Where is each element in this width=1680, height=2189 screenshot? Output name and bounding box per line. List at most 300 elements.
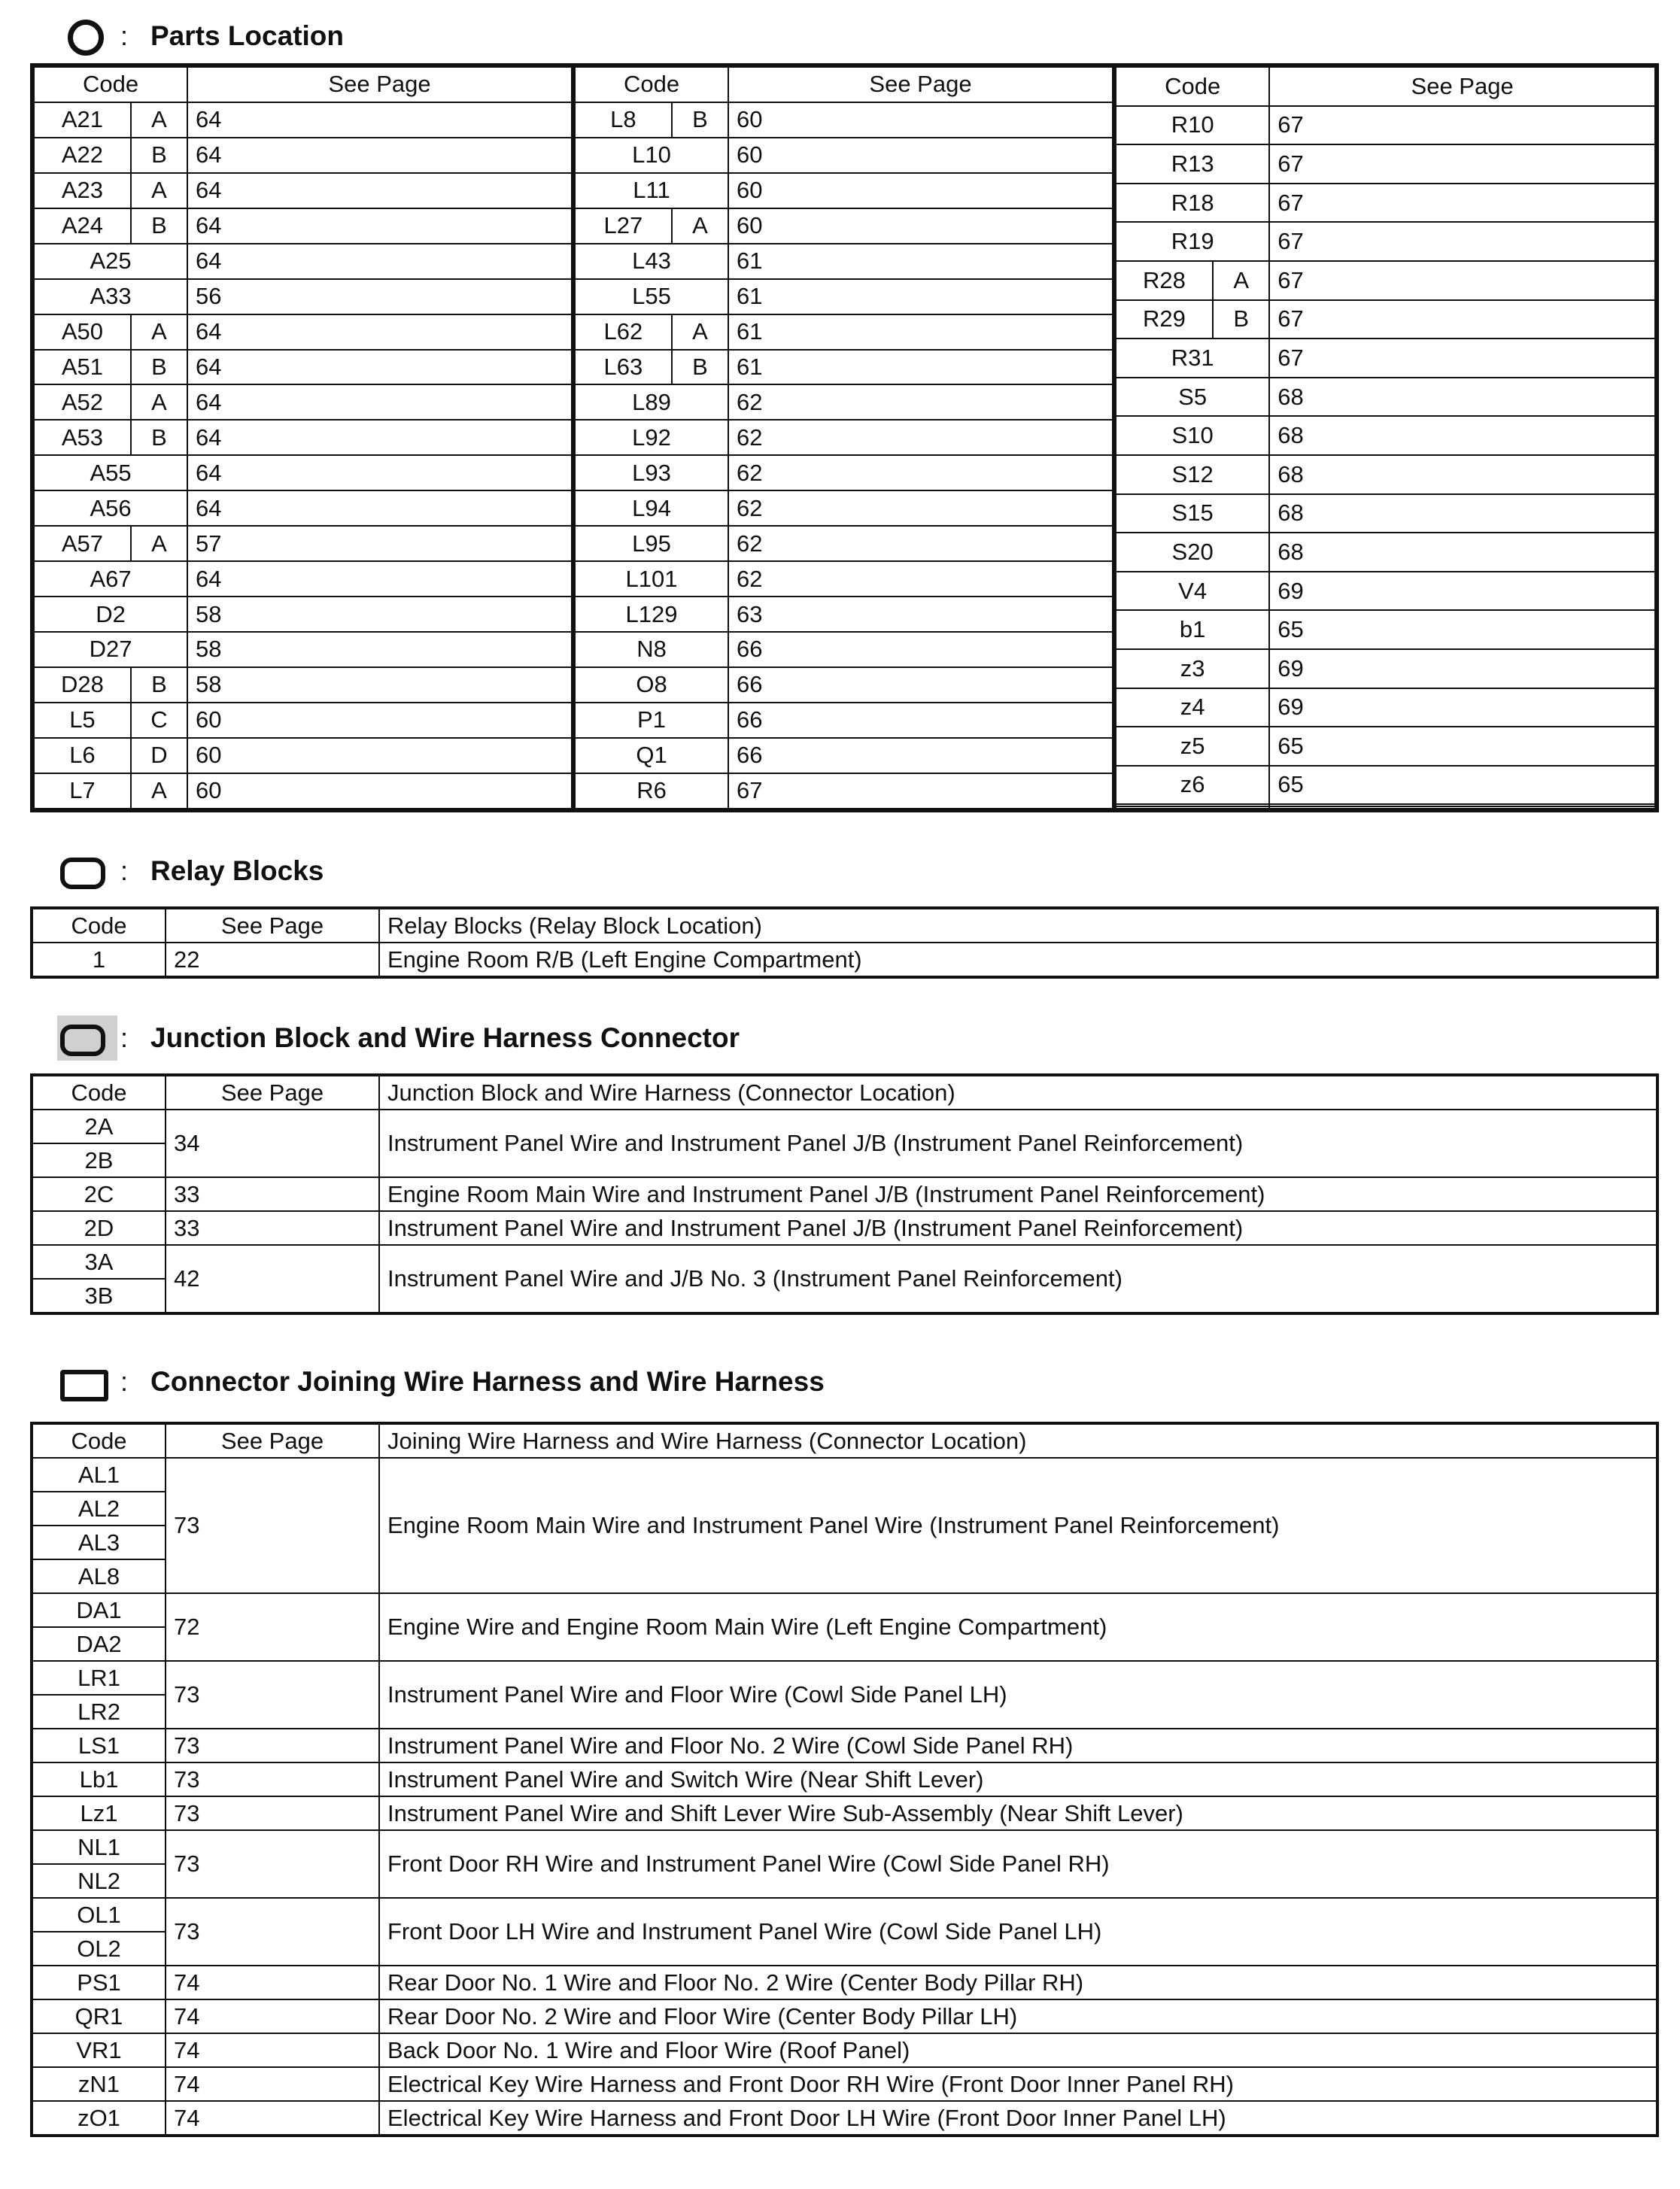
code-cell: DA2: [32, 1627, 166, 1661]
see-page-cell: 64: [187, 420, 573, 455]
code-cell: L7: [34, 773, 131, 809]
table-row: [1116, 455, 1655, 494]
see-page-cell: 73: [166, 1661, 379, 1729]
code-cell: R29: [1116, 300, 1213, 339]
code-cell: Lb1: [32, 1762, 166, 1796]
sub-code-cell: D: [131, 738, 187, 773]
code-cell: AL1: [32, 1458, 166, 1492]
code-cell: D2: [34, 597, 187, 632]
connector-joining-table-wrap: [30, 1422, 1659, 2137]
table-row: [1116, 610, 1655, 649]
code-cell: LR1: [32, 1661, 166, 1695]
connector-joining-header: [30, 1359, 825, 1404]
relay-blocks-header: [30, 849, 324, 894]
see-page-cell: 33: [166, 1211, 379, 1245]
header-colon: :: [120, 1366, 129, 1397]
header-colon: :: [120, 1022, 129, 1053]
see-page-cell: 74: [166, 2101, 379, 2136]
see-page-cell: 68: [1269, 378, 1655, 417]
see-page-cell: 64: [187, 561, 573, 597]
see-page-cell: 61: [728, 314, 1113, 350]
sub-code-cell: B: [131, 350, 187, 385]
code-cell: 3A: [32, 1245, 166, 1279]
code-cell: VR1: [32, 2033, 166, 2067]
table-row: [1116, 494, 1655, 533]
table-row: [34, 173, 573, 208]
see-page-cell: 72: [166, 1593, 379, 1661]
table-row: [1116, 533, 1655, 572]
see-page-cell: 69: [1269, 649, 1655, 688]
table-row: [1116, 649, 1655, 688]
parts-subtable: [574, 66, 1115, 809]
table-row: [575, 102, 1113, 138]
code-cell: S5: [1116, 378, 1269, 417]
table-row: [32, 1245, 1657, 1279]
table-row: [575, 138, 1113, 173]
see-page-header: See Page: [1269, 67, 1655, 106]
see-page-cell: 68: [1269, 416, 1655, 455]
table-row: [32, 1211, 1657, 1245]
table-row: [32, 943, 1657, 977]
code-header: Code: [32, 908, 166, 943]
code-cell: R10: [1116, 106, 1269, 145]
see-page-cell: 61: [728, 244, 1113, 279]
see-page-cell: [1269, 806, 1655, 809]
table-row: [1116, 416, 1655, 455]
code-cell: R19: [1116, 222, 1269, 261]
code-cell: z4: [1116, 688, 1269, 727]
code-cell: V4: [1116, 572, 1269, 611]
code-cell: LR2: [32, 1695, 166, 1729]
see-page-cell: 73: [166, 1898, 379, 1966]
table-row: [1116, 106, 1655, 145]
see-page-header: See Page: [187, 67, 573, 102]
sub-code-cell: A: [131, 773, 187, 809]
code-cell: NL2: [32, 1864, 166, 1898]
location-cell: Instrument Panel Wire and Shift Lever Wire Sub-Assembly (Near Shift Lever): [379, 1796, 1657, 1830]
table-row: [1116, 727, 1655, 766]
see-page-cell: 62: [728, 455, 1113, 490]
location-cell: Rear Door No. 1 Wire and Floor No. 2 Wire (Center Body Pillar RH): [379, 1966, 1657, 1999]
see-page-cell: 61: [728, 350, 1113, 385]
code-header: Code: [575, 67, 728, 102]
see-page-header: See Page: [166, 1423, 379, 1458]
code-cell: zN1: [32, 2067, 166, 2101]
table-row: [32, 1177, 1657, 1211]
see-page-cell: 68: [1269, 533, 1655, 572]
code-cell: S12: [1116, 455, 1269, 494]
table-row: [1116, 378, 1655, 417]
see-page-cell: 64: [187, 244, 573, 279]
see-page-header: See Page: [728, 67, 1113, 102]
table-row: [1116, 184, 1655, 223]
code-cell: A21: [34, 102, 131, 138]
see-page-cell: 58: [187, 632, 573, 667]
location-cell: Back Door No. 1 Wire and Floor Wire (Roof Panel): [379, 2033, 1657, 2067]
location-cell: Front Door RH Wire and Instrument Panel Wire (Cowl Side Panel RH): [379, 1830, 1657, 1898]
see-page-cell: 57: [187, 526, 573, 561]
code-cell: AL8: [32, 1559, 166, 1593]
header-row: [32, 1075, 1657, 1110]
see-page-cell: 69: [1269, 572, 1655, 611]
see-page-cell: 22: [166, 943, 379, 977]
table-row: [34, 526, 573, 561]
sub-code-cell: A: [131, 526, 187, 561]
code-cell: P1: [575, 703, 728, 738]
see-page-cell: 74: [166, 2033, 379, 2067]
see-page-cell: 62: [728, 490, 1113, 526]
location-cell: Rear Door No. 2 Wire and Floor Wire (Center Body Pillar LH): [379, 1999, 1657, 2033]
code-cell: L43: [575, 244, 728, 279]
parts-subtable: [33, 66, 574, 809]
table-row: [575, 173, 1113, 208]
code-cell: A33: [34, 279, 187, 314]
see-page-cell: 56: [187, 279, 573, 314]
code-cell: L5: [34, 703, 131, 738]
code-cell: A67: [34, 561, 187, 597]
code-cell: A56: [34, 490, 187, 526]
table-row: [1116, 222, 1655, 261]
code-cell: A25: [34, 244, 187, 279]
sub-code-cell: A: [131, 314, 187, 350]
code-cell: OL1: [32, 1898, 166, 1932]
table-row: [575, 526, 1113, 561]
table-row: [32, 2101, 1657, 2136]
see-page-cell: 73: [166, 1796, 379, 1830]
table-row: [32, 1458, 1657, 1492]
see-page-cell: 64: [187, 138, 573, 173]
table-row: [32, 1830, 1657, 1864]
code-header: Code: [1116, 67, 1269, 106]
location-cell: Instrument Panel Wire and Instrument Panel J/B (Instrument Panel Reinforcement): [379, 1110, 1657, 1177]
square-rect-icon: [30, 1359, 120, 1404]
table-row: [575, 244, 1113, 279]
code-cell: L10: [575, 138, 728, 173]
table-row: [1116, 806, 1655, 809]
see-page-cell: 67: [1269, 222, 1655, 261]
table-row: [32, 1999, 1657, 2033]
see-page-cell: 34: [166, 1110, 379, 1177]
location-cell: Engine Room Main Wire and Instrument Panel J/B (Instrument Panel Reinforcement): [379, 1177, 1657, 1211]
code-cell: A52: [34, 384, 131, 420]
relay_blocks-table: [30, 906, 1659, 979]
code-cell: Lz1: [32, 1796, 166, 1830]
see-page-cell: 64: [187, 208, 573, 244]
rounded-rect-icon: [30, 849, 120, 894]
code-cell: 2A: [32, 1110, 166, 1143]
shaded-rounded-rect-icon: [30, 1016, 120, 1061]
code-cell: L27: [575, 208, 672, 244]
junction-block-table-wrap: [30, 1073, 1659, 1315]
code-cell: AL3: [32, 1526, 166, 1559]
code-cell: 2D: [32, 1211, 166, 1245]
table-row: [34, 420, 573, 455]
table-row: [32, 2033, 1657, 2067]
table-row: [575, 314, 1113, 350]
code-cell: A24: [34, 208, 131, 244]
table-row: [34, 597, 573, 632]
table-row: [575, 738, 1113, 773]
see-page-cell: 64: [187, 350, 573, 385]
see-page-cell: 62: [728, 526, 1113, 561]
table-row: [34, 490, 573, 526]
see-page-cell: 68: [1269, 494, 1655, 533]
see-page-cell: 60: [187, 773, 573, 809]
see-page-cell: 60: [187, 703, 573, 738]
see-page-cell: 33: [166, 1177, 379, 1211]
code-cell: S15: [1116, 494, 1269, 533]
see-page-cell: 74: [166, 1999, 379, 2033]
code-cell: R13: [1116, 144, 1269, 184]
location-cell: Engine Room Main Wire and Instrument Panel Wire (Instrument Panel Reinforcement): [379, 1458, 1657, 1593]
table-row: [575, 279, 1113, 314]
code-cell: NL1: [32, 1830, 166, 1864]
table-row: [575, 490, 1113, 526]
header-colon: :: [120, 855, 129, 886]
see-page-cell: 66: [728, 632, 1113, 667]
table-row: [575, 384, 1113, 420]
see-page-cell: 64: [187, 384, 573, 420]
sub-code-cell: A: [1213, 261, 1269, 300]
code-cell: D27: [34, 632, 187, 667]
section-title: Parts Location: [150, 20, 344, 51]
see-page-cell: 67: [1269, 106, 1655, 145]
code-cell: A53: [34, 420, 131, 455]
sub-code-cell: A: [672, 314, 728, 350]
sub-code-cell: B: [1213, 300, 1269, 339]
see-page-header: See Page: [166, 1075, 379, 1110]
code-cell: LS1: [32, 1729, 166, 1762]
code-cell: A57: [34, 526, 131, 561]
table-row: [32, 1593, 1657, 1627]
sub-code-cell: C: [131, 703, 187, 738]
table-row: [34, 279, 573, 314]
code-cell: QR1: [32, 1999, 166, 2033]
code-cell: L95: [575, 526, 728, 561]
table-row: [32, 1110, 1657, 1143]
see-page-cell: 67: [1269, 261, 1655, 300]
see-page-cell: 63: [728, 597, 1113, 632]
sub-code-cell: A: [131, 102, 187, 138]
code-cell: Q1: [575, 738, 728, 773]
location-header: Junction Block and Wire Harness (Connector Location): [379, 1075, 1657, 1110]
code-cell: S20: [1116, 533, 1269, 572]
table-row: [32, 1762, 1657, 1796]
location-cell: Instrument Panel Wire and Floor Wire (Cowl Side Panel LH): [379, 1661, 1657, 1729]
code-cell: A22: [34, 138, 131, 173]
table-row: [34, 102, 573, 138]
location-cell: Engine Wire and Engine Room Main Wire (Left Engine Compartment): [379, 1593, 1657, 1661]
table-row: [1116, 261, 1655, 300]
code-cell: 2B: [32, 1143, 166, 1177]
code-header: Code: [32, 1423, 166, 1458]
code-cell: R31: [1116, 339, 1269, 378]
table-row: [575, 208, 1113, 244]
code-cell: R6: [575, 773, 728, 809]
sub-code-cell: A: [672, 208, 728, 244]
location-header: Relay Blocks (Relay Block Location): [379, 908, 1657, 943]
code-cell: R28: [1116, 261, 1213, 300]
location-cell: Electrical Key Wire Harness and Front Door RH Wire (Front Door Inner Panel RH): [379, 2067, 1657, 2101]
see-page-cell: 67: [1269, 339, 1655, 378]
table-row: [34, 667, 573, 703]
see-page-cell: 74: [166, 1966, 379, 1999]
table-row: [34, 350, 573, 385]
header-row: [32, 908, 1657, 943]
see-page-cell: 67: [1269, 144, 1655, 184]
code-cell: D28: [34, 667, 131, 703]
table-row: [32, 1966, 1657, 1999]
code-cell: z3: [1116, 649, 1269, 688]
location-cell: Instrument Panel Wire and Switch Wire (Near Shift Lever): [379, 1762, 1657, 1796]
code-cell: PS1: [32, 1966, 166, 1999]
code-cell: L129: [575, 597, 728, 632]
code-cell: b1: [1116, 610, 1269, 649]
sub-code-cell: A: [131, 173, 187, 208]
see-page-cell: 60: [728, 208, 1113, 244]
see-page-cell: 60: [728, 138, 1113, 173]
sub-code-cell: B: [131, 667, 187, 703]
code-cell: L62: [575, 314, 672, 350]
table-row: [34, 314, 573, 350]
see-page-cell: 64: [187, 490, 573, 526]
sub-code-cell: B: [131, 420, 187, 455]
sub-code-cell: B: [672, 102, 728, 138]
see-page-cell: 67: [1269, 300, 1655, 339]
code-cell: 1: [32, 943, 166, 977]
location-cell: Instrument Panel Wire and Instrument Panel J/B (Instrument Panel Reinforcement): [379, 1211, 1657, 1245]
table-row: [32, 1898, 1657, 1932]
see-page-cell: 62: [728, 561, 1113, 597]
table-row: [1116, 572, 1655, 611]
table-row: [34, 561, 573, 597]
see-page-cell: 65: [1269, 766, 1655, 805]
table-row: [575, 420, 1113, 455]
table-row: [34, 738, 573, 773]
see-page-cell: 67: [728, 773, 1113, 809]
section-title: Relay Blocks: [150, 855, 324, 886]
see-page-header: See Page: [166, 908, 379, 943]
table-row: [575, 561, 1113, 597]
code-cell: z6: [1116, 766, 1269, 805]
code-cell: 3B: [32, 1279, 166, 1313]
header-colon: :: [120, 20, 129, 51]
sub-code-cell: B: [131, 208, 187, 244]
table-row: [1116, 339, 1655, 378]
see-page-cell: 60: [728, 102, 1113, 138]
see-page-cell: 67: [1269, 184, 1655, 223]
see-page-cell: 68: [1269, 455, 1655, 494]
see-page-cell: 73: [166, 1458, 379, 1593]
see-page-cell: 73: [166, 1729, 379, 1762]
see-page-cell: 61: [728, 279, 1113, 314]
see-page-cell: 62: [728, 420, 1113, 455]
code-cell: A50: [34, 314, 131, 350]
table-row: [34, 703, 573, 738]
see-page-cell: 58: [187, 667, 573, 703]
code-cell: zO1: [32, 2101, 166, 2136]
code-cell: L94: [575, 490, 728, 526]
header-row: [32, 1423, 1657, 1458]
code-cell: AL2: [32, 1492, 166, 1526]
location-cell: Engine Room R/B (Left Engine Compartment): [379, 943, 1657, 977]
table-row: [575, 773, 1113, 809]
table-row: [1116, 144, 1655, 184]
code-cell: A51: [34, 350, 131, 385]
table-row: [1116, 766, 1655, 805]
table-row: [32, 1661, 1657, 1695]
code-cell: L8: [575, 102, 672, 138]
code-cell: R18: [1116, 184, 1269, 223]
code-cell: z5: [1116, 727, 1269, 766]
code-cell: N8: [575, 632, 728, 667]
code-cell: S10: [1116, 416, 1269, 455]
table-row: [32, 1729, 1657, 1762]
sub-code-cell: B: [131, 138, 187, 173]
connectors-table: [30, 1422, 1659, 2137]
parts-location-table: [30, 63, 1659, 812]
see-page-cell: 74: [166, 2067, 379, 2101]
code-cell: L11: [575, 173, 728, 208]
see-page-cell: 66: [728, 738, 1113, 773]
table-row: [575, 455, 1113, 490]
see-page-cell: 69: [1269, 688, 1655, 727]
code-cell: L63: [575, 350, 672, 385]
code-cell: 2C: [32, 1177, 166, 1211]
code-cell: OL2: [32, 1932, 166, 1966]
see-page-cell: 64: [187, 314, 573, 350]
code-cell: [1116, 806, 1269, 809]
table-row: [575, 597, 1113, 632]
code-cell: A55: [34, 455, 187, 490]
code-cell: DA1: [32, 1593, 166, 1627]
sub-code-cell: B: [672, 350, 728, 385]
code-cell: L55: [575, 279, 728, 314]
code-cell: L101: [575, 561, 728, 597]
table-row: [1116, 688, 1655, 727]
table-row: [1116, 300, 1655, 339]
parts-location-header: [30, 14, 344, 59]
code-header: Code: [32, 1075, 166, 1110]
relay-blocks-table-wrap: [30, 906, 1659, 979]
code-cell: L92: [575, 420, 728, 455]
see-page-cell: 58: [187, 597, 573, 632]
location-cell: Electrical Key Wire Harness and Front Door LH Wire (Front Door Inner Panel LH): [379, 2101, 1657, 2136]
see-page-cell: 62: [728, 384, 1113, 420]
see-page-cell: 66: [728, 703, 1113, 738]
see-page-cell: 73: [166, 1762, 379, 1796]
location-cell: Instrument Panel Wire and Floor No. 2 Wire (Cowl Side Panel RH): [379, 1729, 1657, 1762]
see-page-cell: 60: [728, 173, 1113, 208]
table-row: [34, 138, 573, 173]
see-page-cell: 64: [187, 102, 573, 138]
see-page-cell: 42: [166, 1245, 379, 1313]
location-header: Joining Wire Harness and Wire Harness (Connector Location): [379, 1423, 1657, 1458]
table-row: [32, 2067, 1657, 2101]
table-row: [34, 384, 573, 420]
table-row: [34, 455, 573, 490]
location-cell: Instrument Panel Wire and J/B No. 3 (Instrument Panel Reinforcement): [379, 1245, 1657, 1313]
see-page-cell: 65: [1269, 610, 1655, 649]
table-row: [34, 632, 573, 667]
location-cell: Front Door LH Wire and Instrument Panel Wire (Cowl Side Panel LH): [379, 1898, 1657, 1966]
see-page-cell: 64: [187, 173, 573, 208]
see-page-cell: 64: [187, 455, 573, 490]
code-cell: L89: [575, 384, 728, 420]
sub-code-cell: A: [131, 384, 187, 420]
circle-icon: [30, 14, 120, 59]
table-row: [575, 350, 1113, 385]
